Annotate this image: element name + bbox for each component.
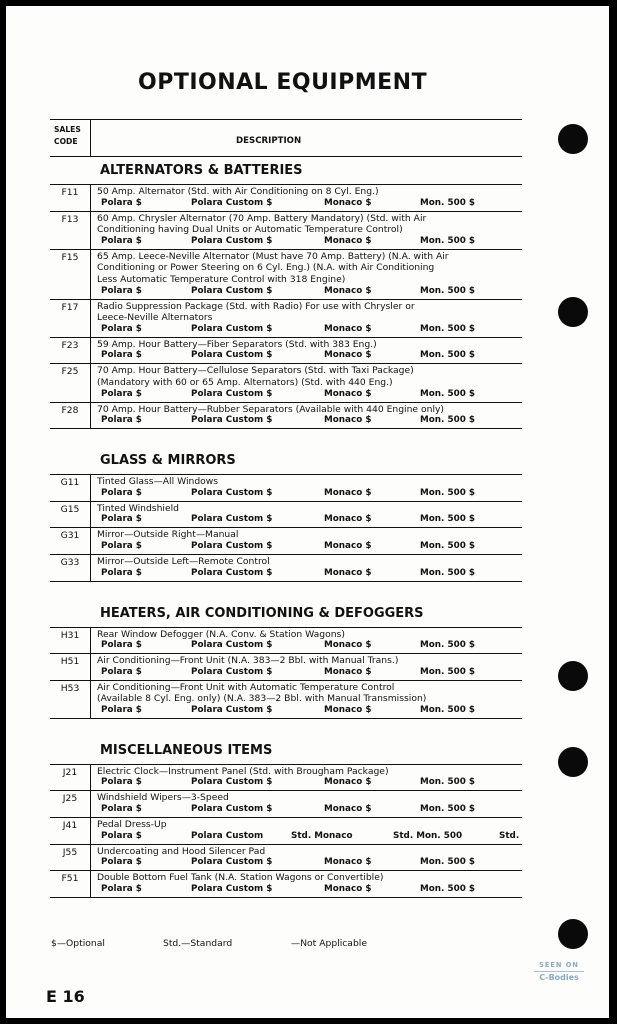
- price-label: Mon. 500 $: [420, 487, 476, 498]
- catalog-page: [6, 6, 609, 1018]
- option-description: Mirror—Outside Right—Manual: [97, 529, 239, 541]
- price-label: Monaco $: [324, 285, 372, 296]
- sales-code: G31: [60, 530, 80, 542]
- option-description-cell: [90, 475, 522, 501]
- option-description: Air Conditioning—Front Unit (N.A. 383—2 Bbl. with Manual Trans.): [97, 655, 399, 667]
- sales-code: H53: [60, 682, 80, 694]
- option-row: [50, 250, 522, 300]
- option-description: Windshield Wipers—3-Speed: [97, 792, 229, 804]
- section-title: GLASS & MIRRORS: [50, 447, 522, 475]
- price-label: Polara $: [101, 487, 142, 498]
- legend-not-applicable: —Not Applicable: [291, 938, 367, 949]
- price-label: Monaco $: [324, 857, 372, 868]
- section-title: ALTERNATORS & BATTERIES: [50, 157, 522, 185]
- price-line: [97, 389, 522, 401]
- price-label: Polara Custom $: [191, 514, 273, 525]
- price-label: Monaco $: [324, 640, 372, 651]
- option-row: [50, 818, 522, 845]
- price-label: Polara Custom $: [191, 323, 273, 334]
- sales-code: J25: [62, 793, 78, 805]
- price-label: Monaco $: [324, 350, 372, 361]
- price-label: Polara $: [101, 197, 142, 208]
- price-label: Polara $: [101, 323, 142, 334]
- sales-code: F15: [61, 251, 79, 263]
- price-line: [97, 777, 522, 789]
- sales-code: F13: [61, 213, 79, 225]
- price-label: Polara $: [101, 666, 142, 677]
- price-label: Polara $: [101, 804, 142, 815]
- option-description-cell: [90, 681, 522, 718]
- price-label: Polara $: [101, 514, 142, 525]
- option-description-cell: [90, 871, 522, 897]
- option-description: Mirror—Outside Left—Remote Control: [97, 555, 270, 567]
- price-label: Polara $: [101, 388, 142, 399]
- price-label: Std. Mon. 500: [393, 830, 463, 841]
- option-description-cell: [90, 212, 522, 249]
- price-label: Mon. 500 $: [420, 415, 476, 426]
- option-description: Pedal Dress-Up: [97, 819, 167, 831]
- option-row: [50, 185, 522, 212]
- price-line: [97, 857, 522, 869]
- option-description: 65 Amp. Leece-Neville Alternator (Must have 70 Amp. Battery) (N.A. with Air Conditioning or Power Steering on 6 Cyl. Eng.) (N.A. with Air Conditioning Less Automatic Temperature Control with 318 Engine): [97, 250, 449, 285]
- price-label: Monaco $: [324, 804, 372, 815]
- option-description: Tinted Glass—All Windows: [97, 476, 219, 488]
- price-line: [97, 198, 522, 210]
- sales-code: H31: [60, 629, 80, 641]
- watermark-line1: SEEN ON: [539, 961, 579, 969]
- price-label: Polara Custom $: [191, 883, 273, 894]
- price-label: Monaco $: [324, 415, 372, 426]
- price-label: Polara Custom $: [191, 640, 273, 651]
- price-label: Monaco $: [324, 388, 372, 399]
- option-description: Undercoating and Hood Silencer Pad: [97, 845, 266, 857]
- option-row: [50, 338, 522, 365]
- option-description-cell: [90, 791, 522, 817]
- sales-label: SALES: [54, 125, 81, 134]
- option-row: [50, 528, 522, 555]
- price-line: [97, 640, 522, 652]
- column-divider: [90, 120, 91, 156]
- option-description-cell: [90, 555, 522, 581]
- option-description: 70 Amp. Hour Battery—Cellulose Separators (Std. with Taxi Package) (Mandatory with 60 or 65 Amp. Alternators) (Std. with 440 Eng.): [97, 365, 414, 388]
- price-label: Mon. 500 $: [420, 323, 476, 334]
- price-label: Mon. 500 $: [420, 857, 476, 868]
- option-description: 50 Amp. Alternator (Std. with Air Conditioning on 8 Cyl. Eng.): [97, 186, 379, 197]
- option-row: [50, 791, 522, 818]
- equipment-table: [50, 119, 522, 898]
- price-label: Polara $: [101, 704, 142, 715]
- price-label: Polara Custom $: [191, 704, 273, 715]
- price-label: Polara Custom $: [191, 285, 273, 296]
- binder-hole: [558, 919, 588, 949]
- price-line: [97, 884, 522, 896]
- price-label: Polara Custom $: [191, 235, 273, 246]
- price-label: Polara $: [101, 567, 142, 578]
- price-label: Polara $: [101, 777, 142, 788]
- price-line: [97, 541, 522, 553]
- option-row: [50, 765, 522, 792]
- option-row: [50, 475, 522, 502]
- page-title: OPTIONAL EQUIPMENT: [138, 70, 428, 95]
- sales-code: F17: [61, 301, 79, 313]
- option-description: Double Bottom Fuel Tank (N.A. Station Wagons or Convertible): [97, 872, 384, 884]
- price-label: Polara Custom $: [191, 857, 273, 868]
- price-label: Polara $: [101, 830, 142, 841]
- sales-code: F51: [61, 873, 79, 885]
- code-label: CODE: [54, 137, 78, 146]
- price-label: Polara $: [101, 857, 142, 868]
- price-label: Std. Monaco: [291, 830, 353, 841]
- sales-code: G11: [60, 477, 80, 489]
- option-row: [50, 364, 522, 402]
- option-description: Electric Clock—Instrument Panel (Std. with Brougham Package): [97, 765, 389, 777]
- option-description-cell: [90, 765, 522, 791]
- option-description: Tinted Windshield: [97, 502, 180, 514]
- price-label: Mon. 500 $: [420, 388, 476, 399]
- binder-hole: [558, 124, 588, 154]
- price-label: Polara $: [101, 235, 142, 246]
- price-label: Mon. 500 $: [420, 640, 476, 651]
- price-line: [97, 705, 522, 717]
- price-label: Polara $: [101, 640, 142, 651]
- price-label: Mon. 500 $: [420, 197, 476, 208]
- description-header: DESCRIPTION: [236, 136, 302, 146]
- sales-code: F23: [61, 339, 79, 351]
- option-description-cell: [90, 250, 522, 299]
- option-row: [50, 871, 522, 898]
- price-line: [97, 514, 522, 526]
- price-label: Monaco $: [324, 666, 372, 677]
- price-label: Mon. 500 $: [420, 235, 476, 246]
- section-gap: [50, 582, 522, 600]
- binder-hole: [558, 297, 588, 327]
- price-label: Polara Custom $: [191, 804, 273, 815]
- price-line: [97, 831, 522, 843]
- price-label: Polara $: [101, 285, 142, 296]
- price-label: Monaco $: [324, 514, 372, 525]
- price-label: Monaco $: [324, 487, 372, 498]
- price-label: Polara Custom $: [191, 197, 273, 208]
- price-label: Mon. 500 $: [420, 285, 476, 296]
- watermark-line2: C-Bodies: [534, 971, 584, 982]
- sales-code: G15: [60, 503, 80, 515]
- price-label: Mon. 500 $: [420, 540, 476, 551]
- price-line: [97, 236, 522, 248]
- option-row: [50, 502, 522, 529]
- price-line: [97, 667, 522, 679]
- binder-hole: [558, 661, 588, 691]
- price-label: Polara Custom $: [191, 540, 273, 551]
- page-number: E 16: [46, 987, 85, 1006]
- option-description-cell: [90, 364, 522, 401]
- sales-code: F11: [61, 187, 79, 198]
- sales-code-header: [54, 124, 81, 148]
- price-label: Polara Custom $: [191, 567, 273, 578]
- price-label: Polara $: [101, 540, 142, 551]
- price-label: Monaco $: [324, 883, 372, 894]
- sales-code: J41: [62, 820, 78, 832]
- option-description: 60 Amp. Chrysler Alternator (70 Amp. Battery Mandatory) (Std. with Air Conditioning having Dual Units or Automatic Temperature Control): [97, 212, 427, 236]
- sections-container: [50, 157, 522, 898]
- price-label: Polara Custom $: [191, 350, 273, 361]
- sales-code: H51: [60, 656, 80, 668]
- legend-optional: $—Optional: [51, 938, 105, 949]
- price-label: Mon. 500 $: [420, 704, 476, 715]
- sales-code: G33: [60, 556, 80, 568]
- price-label: Polara Custom $: [191, 388, 273, 399]
- price-label: Monaco $: [324, 197, 372, 208]
- option-row: [50, 681, 522, 719]
- option-description: Radio Suppression Package (Std. with Radio) For use with Chrysler or Leece-Neville Alternators: [97, 300, 415, 324]
- option-description: 70 Amp. Hour Battery—Rubber Separators (Available with 440 Engine only): [97, 403, 445, 415]
- option-description-cell: [90, 338, 522, 364]
- section-title: HEATERS, AIR CONDITIONING & DEFOGGERS: [50, 600, 522, 628]
- option-description-cell: [90, 628, 522, 654]
- section-gap: [50, 719, 522, 737]
- price-label: Polara Custom $: [191, 415, 273, 426]
- price-label: Monaco $: [324, 323, 372, 334]
- price-label: Mon. 500 $: [420, 666, 476, 677]
- watermark-logo: [534, 961, 584, 991]
- option-description: 59 Amp. Hour Battery—Fiber Separators (Std. with 383 Eng.): [97, 338, 377, 350]
- option-row: [50, 654, 522, 681]
- price-label: Polara Custom $: [191, 487, 273, 498]
- price-label: Polara $: [101, 883, 142, 894]
- option-description-cell: [90, 845, 522, 871]
- price-label: Monaco $: [324, 777, 372, 788]
- price-line: [97, 415, 522, 427]
- price-label: Polara Custom $: [191, 777, 273, 788]
- price-label: Monaco $: [324, 235, 372, 246]
- table-header: [50, 119, 522, 157]
- price-line: [97, 286, 522, 298]
- price-label: Polara $: [101, 350, 142, 361]
- option-row: [50, 212, 522, 250]
- option-description-cell: [90, 528, 522, 554]
- price-label: Polara Custom: [191, 830, 264, 841]
- option-description-cell: [90, 654, 522, 680]
- price-label: Polara $: [101, 415, 142, 426]
- option-description-cell: [90, 502, 522, 528]
- sales-code: J55: [62, 846, 78, 858]
- sales-code: J21: [62, 766, 78, 778]
- option-row: [50, 845, 522, 872]
- section-gap: [50, 429, 522, 447]
- price-label: Monaco $: [324, 704, 372, 715]
- price-label: Polara Custom $: [191, 666, 273, 677]
- legend-standard: Std.—Standard: [163, 938, 233, 949]
- price-label: Mon. 500 $: [420, 777, 476, 788]
- price-line: [97, 350, 522, 362]
- sales-code: F25: [61, 366, 79, 378]
- option-description-cell: [90, 300, 522, 337]
- price-label: Mon. 500 $: [420, 883, 476, 894]
- price-line: [97, 488, 522, 500]
- option-description: Air Conditioning—Front Unit with Automatic Temperature Control (Available 8 Cyl. Eng. only) (N.A. 383—2 Bbl. with Manual Transmission): [97, 681, 427, 705]
- option-row: [50, 403, 522, 430]
- option-description: Rear Window Defogger (N.A. Conv. & Station Wagons): [97, 628, 345, 640]
- option-description-cell: [90, 185, 522, 211]
- price-label: Mon. 500 $: [420, 804, 476, 815]
- binder-hole: [558, 747, 588, 777]
- option-description-cell: [90, 818, 522, 844]
- price-line: [97, 804, 522, 816]
- price-line: [97, 324, 522, 336]
- option-description-cell: [90, 403, 522, 429]
- price-label: Monaco $: [324, 540, 372, 551]
- price-label: Mon. 500 $: [420, 350, 476, 361]
- option-row: [50, 300, 522, 338]
- price-line: [97, 568, 522, 580]
- price-label: Monaco $: [324, 567, 372, 578]
- option-row: [50, 628, 522, 655]
- sales-code: F28: [61, 404, 79, 416]
- price-label: Mon. 500 $: [420, 514, 476, 525]
- section-title: MISCELLANEOUS ITEMS: [50, 737, 522, 765]
- option-row: [50, 555, 522, 582]
- price-label: Std.: [499, 830, 520, 841]
- price-label: Mon. 500 $: [420, 567, 476, 578]
